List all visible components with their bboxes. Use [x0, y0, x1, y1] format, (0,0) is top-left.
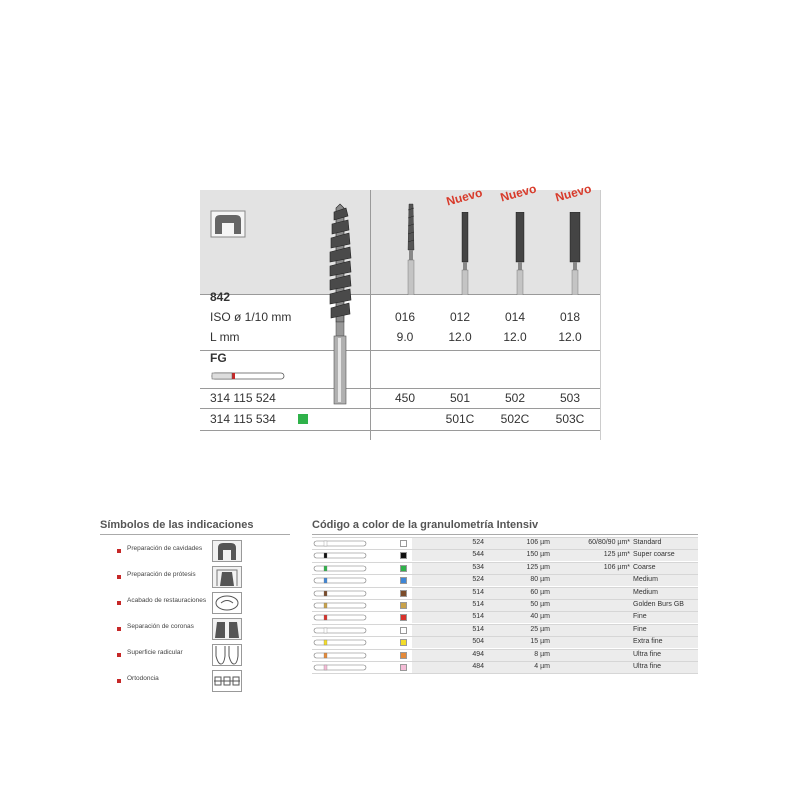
nuevo-label-012: Nuevo — [444, 185, 484, 209]
symbol-label: Preparación de cavidades — [127, 545, 203, 552]
grit-grade: Ultra fine — [633, 650, 662, 658]
color-swatch — [400, 552, 407, 559]
bur-shank-icon — [312, 612, 368, 623]
row-divider — [312, 537, 698, 538]
length-cell: 12.0 — [503, 330, 527, 344]
color-swatch — [400, 664, 407, 671]
order-cell: 450 — [394, 391, 416, 405]
crown-prep-icon — [212, 566, 242, 588]
symbol-label: Preparación de prótesis — [127, 571, 196, 578]
bur-shank-icon — [312, 575, 368, 586]
bur-018-icon — [568, 212, 582, 295]
root-surface-icon — [212, 644, 242, 666]
symbol-row — [100, 540, 290, 564]
length-cell: 9.0 — [396, 330, 414, 344]
bur-shank-icon — [312, 563, 368, 574]
ref-number: 314 115 524 — [210, 391, 276, 405]
row-divider — [312, 611, 698, 612]
divider — [100, 534, 290, 535]
color-swatch — [400, 652, 407, 659]
iso-label: ISO ø 1/10 mm — [210, 310, 292, 324]
grit-grade: Fine — [633, 625, 647, 633]
grit-size: 25 µm — [530, 625, 550, 633]
symbol-row — [100, 670, 290, 694]
symbol-row — [100, 592, 290, 616]
row-divider — [312, 636, 698, 637]
length-cell: 12.0 — [558, 330, 582, 344]
grit-extra-size: 125 µm* — [603, 551, 630, 559]
color-swatch — [400, 602, 407, 609]
granulometry-row — [312, 612, 698, 623]
grit-size: 50 µm — [530, 601, 550, 608]
symbol-label: Superficie radicular — [127, 649, 183, 656]
grit-size: 15 µm — [530, 638, 550, 646]
nuevo-label-014: Nuevo — [498, 181, 538, 205]
grit-size: 4 µm — [534, 663, 550, 670]
granulometry-row — [312, 600, 698, 611]
symbol-label: Separación de coronas — [127, 623, 194, 630]
bur-shank-icon — [312, 625, 368, 636]
symbols-title: Símbolos de las indicaciones — [100, 519, 254, 531]
color-swatch — [400, 590, 407, 597]
bur-842-icon — [326, 202, 354, 407]
color-swatch — [400, 639, 407, 646]
granulometry-row — [312, 637, 698, 648]
grit-grade: Medium — [633, 588, 658, 596]
granulometry-row — [312, 588, 698, 599]
symbol-row — [100, 644, 290, 668]
bur-012-icon — [458, 212, 472, 295]
length-label: L mm — [210, 330, 240, 344]
grit-code: 514 — [472, 625, 484, 633]
grit-code: 484 — [472, 663, 484, 670]
ref-number: 314 115 534 — [210, 412, 276, 426]
color-swatch — [400, 627, 407, 634]
grit-code: 514 — [472, 588, 484, 596]
cavity-prep-icon — [210, 210, 246, 238]
crown-separation-icon — [212, 618, 242, 640]
finishing-icon — [212, 592, 242, 614]
fg-shank-icon — [210, 370, 295, 382]
grit-size: 125 µm — [526, 563, 550, 571]
grit-code: 524 — [472, 539, 484, 546]
color-swatch — [400, 565, 407, 572]
row-divider — [312, 624, 698, 625]
symbol-label: Ortodoncia — [127, 675, 159, 682]
order-cell: 502 — [504, 391, 526, 405]
grit-grade: Coarse — [633, 563, 656, 571]
row-divider — [312, 562, 698, 563]
nuevo-label-018: Nuevo — [553, 181, 593, 205]
grit-size: 40 µm — [530, 613, 550, 621]
order-cell: 503 — [559, 391, 581, 405]
granulometry-row — [312, 575, 698, 586]
size-cell: 012 — [449, 310, 471, 324]
cavity-icon — [212, 540, 242, 562]
row-divider — [312, 661, 698, 662]
grit-grade: Extra fine — [633, 638, 663, 646]
grit-code: 544 — [472, 551, 484, 559]
row-divider — [312, 549, 698, 550]
bur-shank-icon — [312, 550, 368, 561]
row-divider — [312, 574, 698, 575]
bur-shank-icon — [312, 637, 368, 648]
size-cell: 018 — [559, 310, 581, 324]
row-divider — [312, 599, 698, 600]
orthodontics-icon — [212, 670, 242, 692]
order-cell: 501C — [445, 412, 475, 426]
grit-code: 514 — [472, 613, 484, 621]
symbol-label: Acabado de restauraciones — [127, 597, 207, 604]
grit-size: 106 µm — [526, 539, 550, 546]
grit-extra-size: 60/80/90 µm* — [588, 539, 630, 546]
size-cell: 014 — [504, 310, 526, 324]
symbol-row — [100, 566, 290, 590]
color-swatch — [400, 540, 407, 547]
grit-grade: Super coarse — [633, 551, 675, 559]
grit-size: 8 µm — [534, 650, 550, 658]
order-cell: 501 — [449, 391, 471, 405]
grit-size: 60 µm — [530, 588, 550, 596]
granulometry-row — [312, 563, 698, 574]
length-cell: 12.0 — [448, 330, 472, 344]
order-cell: 502C — [500, 412, 530, 426]
row-divider — [312, 587, 698, 588]
color-swatch — [400, 577, 407, 584]
grit-extra-size: 106 µm* — [603, 563, 630, 571]
granulometry-row — [312, 625, 698, 636]
symbol-row — [100, 618, 290, 642]
color-swatch — [400, 614, 407, 621]
grit-size: 150 µm — [526, 551, 550, 559]
granulometry-title: Código a color de la granulometría Intensiv — [312, 519, 539, 531]
bur-shank-icon — [312, 600, 368, 611]
shank-label: FG — [210, 351, 227, 365]
grit-code: 514 — [472, 601, 484, 608]
grit-code: 524 — [472, 576, 484, 584]
bur-shank-icon — [312, 662, 368, 673]
bur-016-icon — [404, 200, 418, 295]
grit-grade: Medium — [633, 576, 658, 584]
grit-code: 504 — [472, 638, 484, 646]
grit-grade: Standard — [633, 539, 662, 546]
granulometry-row — [312, 650, 698, 661]
grit-code: 494 — [472, 650, 484, 658]
granulometry-row — [312, 550, 698, 561]
bur-014-icon — [513, 212, 527, 295]
product-code: 842 — [210, 290, 231, 304]
coarse-green-swatch — [298, 414, 308, 424]
granulometry-row — [312, 538, 698, 549]
row-divider — [312, 673, 698, 674]
bur-shank-icon — [312, 538, 368, 549]
order-cell: 503C — [555, 412, 585, 426]
bur-shank-icon — [312, 650, 368, 661]
grit-size: 80 µm — [530, 576, 550, 584]
granulometry-row — [312, 662, 698, 673]
product-table — [200, 181, 600, 440]
image-band — [200, 190, 600, 294]
size-cell: 016 — [394, 310, 416, 324]
grit-grade: Ultra fine — [633, 663, 662, 670]
grit-grade: Fine — [633, 613, 647, 621]
grit-code: 534 — [472, 563, 484, 571]
row-divider — [312, 649, 698, 650]
bur-shank-icon — [312, 588, 368, 599]
grit-grade: Golden Burs GB — [633, 601, 684, 608]
divider — [312, 534, 698, 535]
